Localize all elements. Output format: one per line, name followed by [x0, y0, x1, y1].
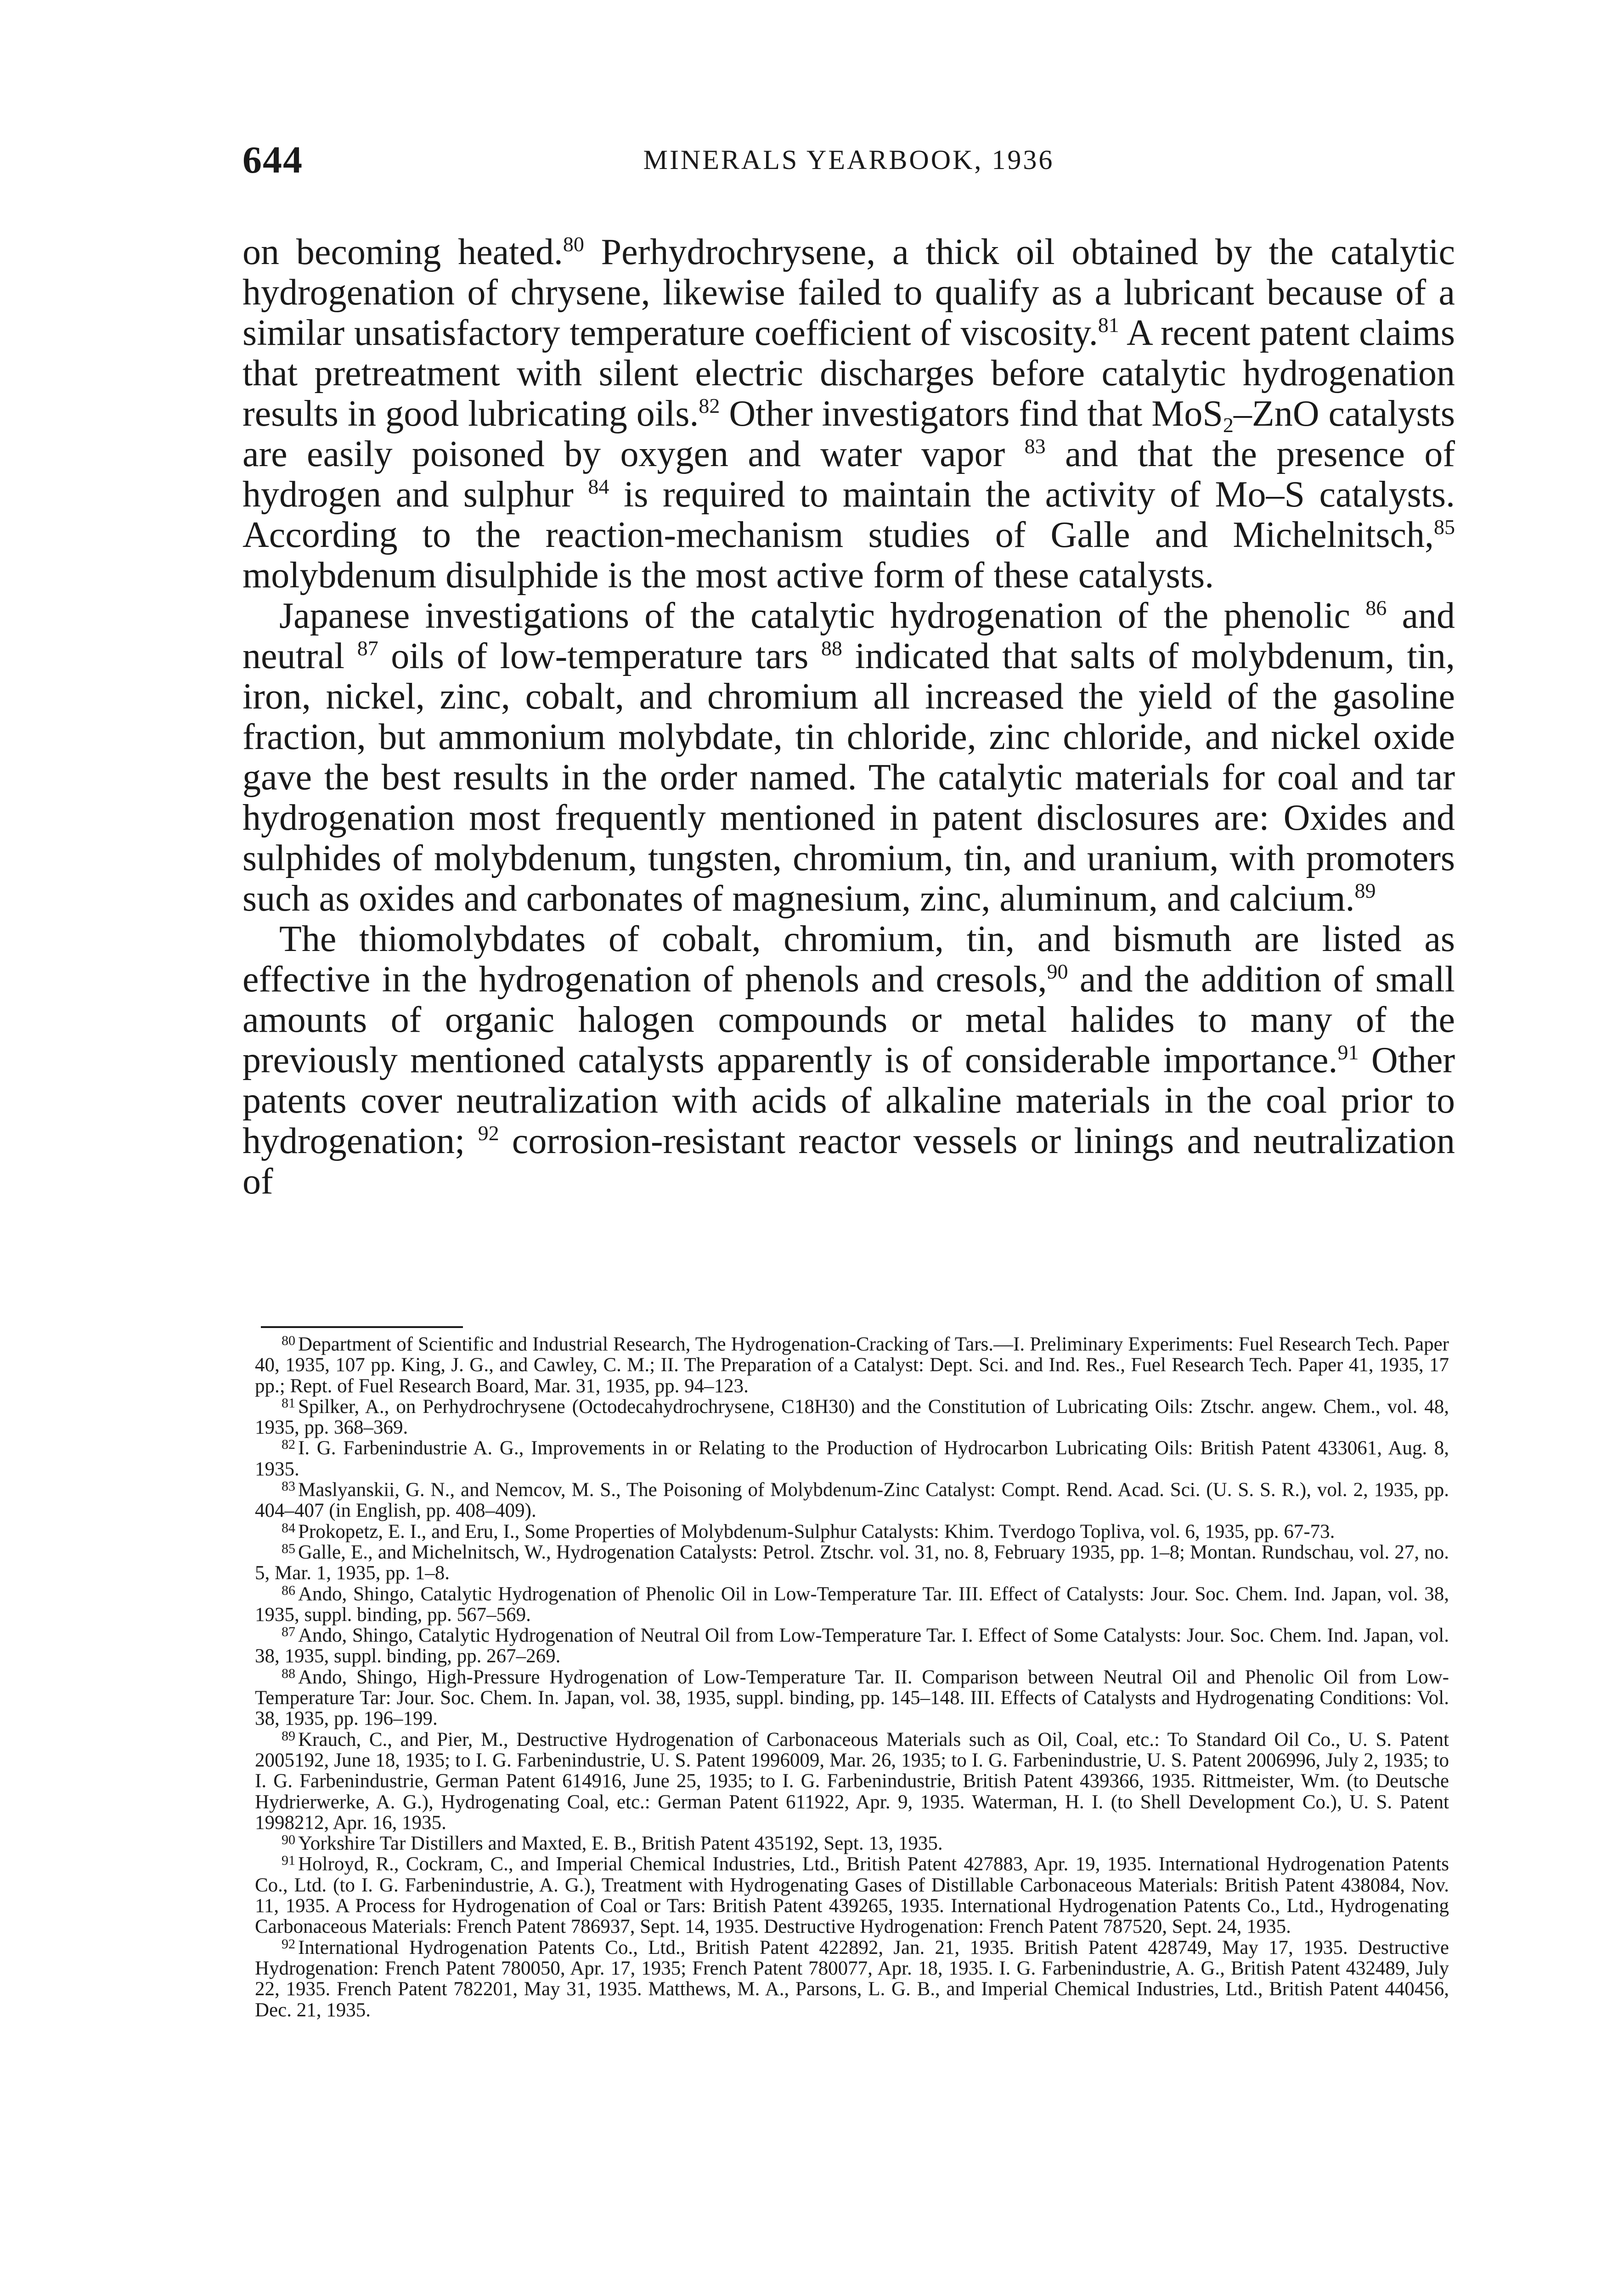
footnote — [255, 1521, 1449, 1542]
footnote-text: Maslyanskii, G. N., and Nemcov, M. S., The Poisoning of Molybdenum-Zinc Catalyst: Compt. Rend. Acad. Sci. (U. S. S. R.), vol. 2, 1935, pp. 404–407 (in English, pp. 408–409). — [255, 1479, 1449, 1522]
text-run: oils of low-temperature tars — [378, 636, 821, 676]
footnote-text: Prokopetz, E. I., and Eru, I., Some Properties of Molybdenum-Sulphur Catalysts: Khim. Tverdogo Topliva, vol. 6, 1935, pp. 67-73. — [298, 1520, 1335, 1542]
footnote-divider — [261, 1326, 463, 1328]
footnote-ref: 81 — [1098, 313, 1119, 337]
text-run: indicated that salts of molybdenum, tin, iron, nickel, zinc, cobalt, and chromium all increased the yield of the gasoline fraction, but ammonium molybdate, tin chloride, zinc chloride, and nickel oxide gave the best results in the order named. The catalytic materials for coal and tar hydrogenation most frequently mentioned in patent disclosures are: Oxides and sulphides of molybdenum, tungsten, chromium, tin, and uranium, with promoters such as oxides and carbonates of magnesium, zinc, aluminum, and calcium. — [242, 636, 1455, 919]
text-run: Other patents cover neutralization with acids of alkaline materials in the coal prior to hydrogenation; — [242, 1040, 1455, 1161]
text-run: Japanese investigations of the catalytic hydrogenation of the phenolic — [279, 596, 1366, 636]
footnote-number: 87 — [282, 1624, 295, 1640]
footnote — [255, 1833, 1449, 1854]
footnote — [255, 1667, 1449, 1729]
footnote-text: Yorkshire Tar Distillers and Maxted, E. B., British Patent 435192, Sept. 13, 1935. — [298, 1833, 943, 1855]
footnote-ref: 82 — [699, 394, 720, 417]
footnote — [255, 1937, 1449, 2020]
footnote-ref: 89 — [1354, 879, 1376, 902]
footnote-number: 82 — [282, 1437, 295, 1452]
text-run: is required to maintain the activity of Mo–S catalysts. According to the reaction-mechanism studies of Galle and Michelnitsch, — [242, 474, 1455, 555]
footnote — [255, 1396, 1449, 1438]
footnote-text: Holroyd, R., Cockram, C., and Imperial Chemical Industries, Ltd., British Patent 427883, Apr. 19, 1935. International Hydrogenation Patents Co., Ltd. (to I. G. Farbenindustrie, A. G.), Treatment with Hydrogenating Gases of Distillable Carbonaceous Materials: British Patent 438084, Nov. 11, 1935. A Process for Hydrogenation of Coal or Tars: British Patent 439265, 1935. International Hydrogenation Patents Co., Ltd., Hydrogenating Carbonaceous Materials: French Patent 786937, Sept. 14, 1935. Destructive Hydrogenation: French Patent 787520, Sept. 24, 1935. — [255, 1853, 1449, 1938]
footnote-number: 81 — [282, 1395, 295, 1411]
text-run: and that the presence of hydrogen and sulphur — [242, 434, 1455, 515]
footnote-text: Galle, E., and Michelnitsch, W., Hydrogenation Catalysts: Petrol. Ztschr. vol. 31, no. 8, February 1935, pp. 1–8; Montan. Rundschau, vol. 27, no. 5, Mar. 1, 1935, pp. 1–8. — [255, 1541, 1449, 1584]
footnote-ref: 80 — [563, 232, 584, 256]
footnote-text: Department of Scientific and Industrial Research, The Hydrogenation-Cracking of Tars.—I. Preliminary Experiments: Fuel Research Tech. Paper 40, 1935, 107 pp. King, J. G., and Cawley, C. M.; II. The Preparation of a Catalyst: Dept. Sci. and Ind. Res., Fuel Research Tech. Paper 41, 1935, 17 pp.; Rept. of Fuel Research Board, Mar. 31, 1935, pp. 94–123. — [255, 1334, 1449, 1397]
footnote-number: 84 — [282, 1520, 295, 1536]
text-run: Perhydrochrysene, a thick oil obtained by the catalytic hydrogenation of chrysene, likewise failed to qualify as a lubricant because of a similar unsatisfactory temperature coefficient of viscosity. — [242, 232, 1455, 353]
footnote-text: Ando, Shingo, Catalytic Hydrogenation of Phenolic Oil in Low-Temperature Tar. III. Effect of Catalysts: Jour. Soc. Chem. Ind. Japan, vol. 38, 1935, suppl. binding, pp. 567–569. — [255, 1583, 1449, 1626]
footnote-text: Krauch, C., and Pier, M., Destructive Hydrogenation of Carbonaceous Materials such as Oil, Coal, etc.: To Standard Oil Co., U. S. Patent 2005192, June 18, 1935; to I. G. Farbenindustrie, U. S. Patent 1996009, Mar. 26, 1935; to I. G. Farbenindustrie, U. S. Patent 2006996, July 2, 1935; to I. G. Farbenindustrie, German Patent 614916, June 25, 1935; to I. G. Farbenindustrie, British Patent 439366, 1935. Rittmeister, Wm. (to Deutsche Hydrierwerke, A. G.), Hydrogenating Coal, etc.: German Patent 611922, Apr. 9, 1935. Waterman, H. I. (to Shell Development Co.), U. S. Patent 1998212, Apr. 16, 1935. — [255, 1728, 1449, 1834]
body-text — [242, 232, 1455, 1202]
paragraph — [242, 596, 1455, 919]
footnote — [255, 1584, 1449, 1626]
text-run: corrosion-resistant reactor vessels or linings and neutralization of — [242, 1121, 1455, 1202]
text-run: and the addition of small amounts of organic halogen compounds or metal halides to many of the previously mentioned catalysts apparently is of considerable importance. — [242, 959, 1455, 1080]
footnote-ref: 85 — [1434, 515, 1455, 539]
footnote-text: Ando, Shingo, Catalytic Hydrogenation of Neutral Oil from Low-Temperature Tar. I. Effect of Some Catalysts: Jour. Soc. Chem. Ind. Japan, vol. 38, 1935, suppl. binding, pp. 267–269. — [255, 1625, 1449, 1667]
footnote-number: 80 — [282, 1333, 295, 1348]
footnote — [255, 1729, 1449, 1833]
footnote-number: 86 — [282, 1582, 295, 1598]
footnote-text: Spilker, A., on Perhydrochrysene (Octodecahydrochrysene, C18H30) and the Constitution of Lubricating Oils: Ztschr. angew. Chem., vol. 48, 1935, pp. 368–369. — [255, 1396, 1449, 1439]
running-head: MINERALS YEARBOOK, 1936 — [643, 145, 1054, 175]
footnote — [255, 1438, 1449, 1480]
paragraph — [242, 232, 1455, 596]
footnote-ref: 87 — [357, 636, 378, 660]
footnote-number: 83 — [282, 1479, 295, 1494]
footnote-text: Ando, Shingo, High-Pressure Hydrogenation of Low-Temperature Tar. II. Comparison between Neutral Oil and Phenolic Oil from Low-Temperature Tar: Jour. Soc. Chem. In. Japan, vol. 38, 1935, suppl. binding, pp. 145–148. III. Effects of Catalysts and Hydrogenating Conditions: Vol. 38, 1935, pp. 196–199. — [255, 1666, 1449, 1730]
footnote-ref: 83 — [1024, 434, 1046, 458]
text-run: A recent patent claims that pretreatment with silent electric discharges before catalytic hydrogenation results in good lubricating oils. — [242, 313, 1455, 434]
page-number: 644 — [242, 139, 303, 181]
text-run: Other investigators find that MoS — [720, 394, 1223, 434]
footnote — [255, 1480, 1449, 1521]
footnote — [255, 1542, 1449, 1584]
page-header — [242, 138, 1455, 193]
footnote-number: 89 — [282, 1728, 295, 1744]
footnote — [255, 1334, 1449, 1396]
text-run: molybdenum disulphide is the most active form of these catalysts. — [242, 555, 1214, 596]
footnote-ref: 88 — [821, 636, 842, 660]
footnote-number: 91 — [282, 1853, 295, 1868]
footnote-number: 92 — [282, 1936, 295, 1952]
text-run: The thiomolybdates of cobalt, chromium, tin, and bismuth are listed as effective in the hydrogenation of phenols and cresols, — [242, 919, 1455, 1000]
footnotes — [255, 1334, 1449, 2020]
text-run: on becoming heated. — [242, 232, 563, 272]
footnote-number: 90 — [282, 1832, 295, 1848]
paragraph — [242, 919, 1455, 1202]
subscript: 2 — [1223, 413, 1234, 437]
footnote-text: I. G. Farbenindustrie A. G., Improvements in or Relating to the Production of Hydrocarbon Lubricating Oils: British Patent 433061, Aug. 8, 1935. — [255, 1437, 1449, 1480]
text-run: –ZnO catalysts are easily poisoned by oxygen and water vapor — [242, 394, 1455, 474]
footnote-text: International Hydrogenation Patents Co., Ltd., British Patent 422892, Jan. 21, 1935. British Patent 428749, May 17, 1935. Destructive Hydrogenation: French Patent 780050, Apr. 17, 1935; French Patent 780077, Apr. 18, 1935. I. G. Farbenindustrie, A. G., British Patent 432489, July 22, 1935. French Patent 782201, May 31, 1935. Matthews, M. A., Parsons, L. G. B., and Imperial Chemical Industries, Ltd., British Patent 440456, Dec. 21, 1935. — [255, 1936, 1449, 2021]
footnote-ref: 91 — [1337, 1041, 1359, 1064]
footnote-number: 85 — [282, 1541, 295, 1556]
footnote-ref: 90 — [1047, 960, 1068, 983]
footnote — [255, 1625, 1449, 1667]
footnote-number: 88 — [282, 1666, 295, 1681]
footnote — [255, 1854, 1449, 1937]
footnote-ref: 92 — [478, 1121, 499, 1145]
footnote-ref: 86 — [1365, 596, 1387, 619]
text-run: and neutral — [242, 596, 1455, 676]
footnote-ref: 84 — [588, 475, 609, 498]
